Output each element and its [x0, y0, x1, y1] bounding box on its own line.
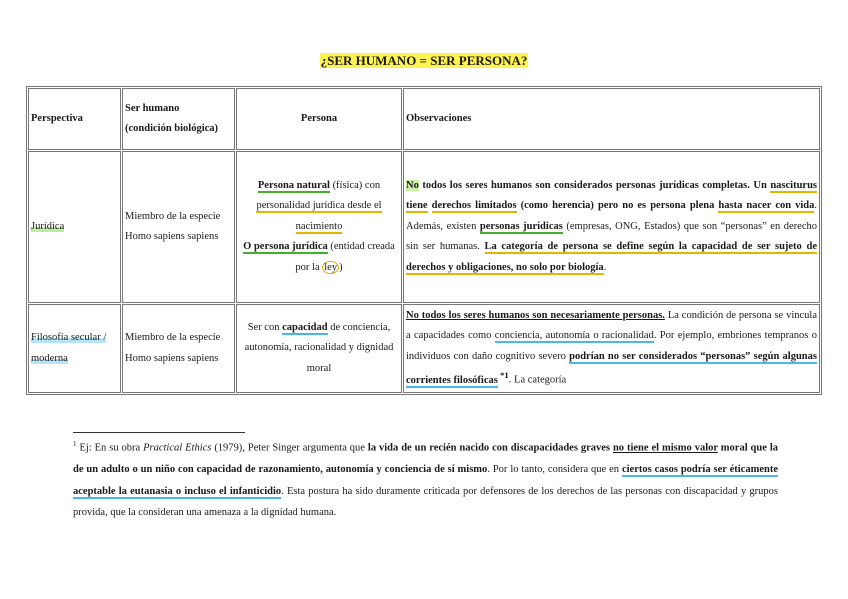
persona-text: (entidad creada por la — [295, 241, 395, 273]
footnote-text: (1979), Peter Singer argumenta que — [211, 442, 368, 454]
capacidad-term: capacidad — [282, 321, 328, 333]
obs-text: podrían no ser considerados “personas” según algunas corrientes filosóficas — [406, 350, 817, 386]
obs-text: todos los seres humanos son considerados personas jurídicas completas. Un — [418, 179, 771, 191]
header-perspectiva: Perspectiva — [28, 88, 121, 150]
table-header-row — [28, 88, 820, 150]
footnote-text: . Esta postura ha sido duramente criticada por defensores de los derechos de las personas con discapacidad y grupos provida, que la consideran una amenaza a la dignidad humana. — [73, 485, 778, 519]
footnote-text: moral que la de un adulto o un niño con capacidad de razonamiento, autonomía y conciencia de sí mismo — [73, 442, 778, 476]
page-title-text: ¿SER HUMANO = SER PERSONA? — [320, 53, 528, 68]
cell-persona — [236, 151, 402, 303]
ley-circled: ley — [324, 261, 338, 273]
obs-text: . Además, existen — [406, 200, 818, 232]
footnote-text: ciertos casos podría ser éticamente aceptable la eutanasia o incluso el infanticidio — [73, 464, 778, 497]
obs-text: (empresas, ONG, Estados) que son “personas” en derecho sin ser humanas. — [406, 220, 817, 253]
persona-natural-text — [239, 176, 399, 237]
footnote-book-title: Practical Ethics — [143, 442, 212, 454]
persona-juridica-term: O persona jurídica — [243, 241, 328, 253]
row-label: Filosofía secular / moderna — [31, 332, 107, 364]
header-ser-humano-line2: (condición biológica) — [125, 123, 219, 134]
header-ser-humano — [122, 88, 235, 150]
obs-text: . — [603, 261, 607, 273]
persona-text: personalidad jurídica desde el — [256, 200, 382, 212]
obs-text: No todos los seres humanos son necesariamente personas. — [406, 310, 665, 321]
cell-perspectiva — [28, 304, 121, 393]
obs-text: conciencia, autonomía o racionalidad — [494, 330, 654, 342]
footnote-text: no tiene el mismo valor — [612, 442, 718, 454]
obs-text: . La categoría — [508, 374, 567, 386]
header-observaciones: Observaciones — [403, 88, 820, 150]
footnote-ref: *1 — [497, 370, 509, 381]
obs-text: personas jurídicas — [479, 220, 563, 232]
table-row — [28, 151, 820, 303]
obs-text: (como herencia) pero no es persona plena — [516, 200, 719, 212]
footnote-mark: 1 — [73, 440, 77, 448]
footnote-text: . Por lo tanto, considera que en — [487, 464, 622, 476]
row-label: Jurídica — [31, 220, 65, 232]
obs-text: nasciturus tiene — [406, 179, 817, 212]
persona-text: (física) con — [329, 179, 381, 191]
persona-text: de conciencia, autonomía, racionalidad y dignidad moral — [244, 321, 394, 374]
obs-text: La condición de persona se vincula a capacidades como — [406, 310, 817, 342]
cell-persona — [236, 304, 402, 393]
cell-perspectiva — [28, 151, 121, 303]
persona-text: Ser con — [247, 321, 283, 333]
obs-text: derechos limitados — [431, 200, 517, 212]
obs-text: No — [406, 179, 419, 191]
footnote-text: Ej: En su obra — [76, 442, 144, 454]
header-ser-humano-line1: Ser humano — [125, 102, 180, 114]
header-persona: Persona — [236, 88, 402, 150]
footnote-text: la vida de un recién nacido con discapacidades graves — [367, 442, 610, 454]
persona-text: nacimiento — [295, 220, 343, 232]
footnote-divider — [73, 432, 245, 433]
obs-text: La categoría de persona se define según la capacidad de ser sujeto de derechos y obligaciones, no solo por biología — [406, 241, 817, 273]
comparison-table — [26, 86, 822, 395]
obs-text: . Por ejemplo, embriones tempranos o individuos con daño cognitivo severo — [406, 330, 817, 362]
table-row — [28, 304, 820, 393]
footnote — [73, 437, 778, 524]
cell-ser-humano: Miembro de la especie Homo sapiens sapiens — [122, 151, 235, 303]
obs-text: hasta nacer con vida — [718, 200, 815, 212]
page-title — [0, 53, 848, 69]
cell-ser-humano: Miembro de la especie Homo sapiens sapiens — [122, 304, 235, 393]
persona-text: ) — [339, 261, 343, 273]
cell-observaciones — [403, 151, 820, 303]
cell-observaciones — [403, 304, 820, 393]
persona-natural-term: Persona natural — [257, 179, 330, 191]
persona-juridica-text — [239, 237, 399, 278]
